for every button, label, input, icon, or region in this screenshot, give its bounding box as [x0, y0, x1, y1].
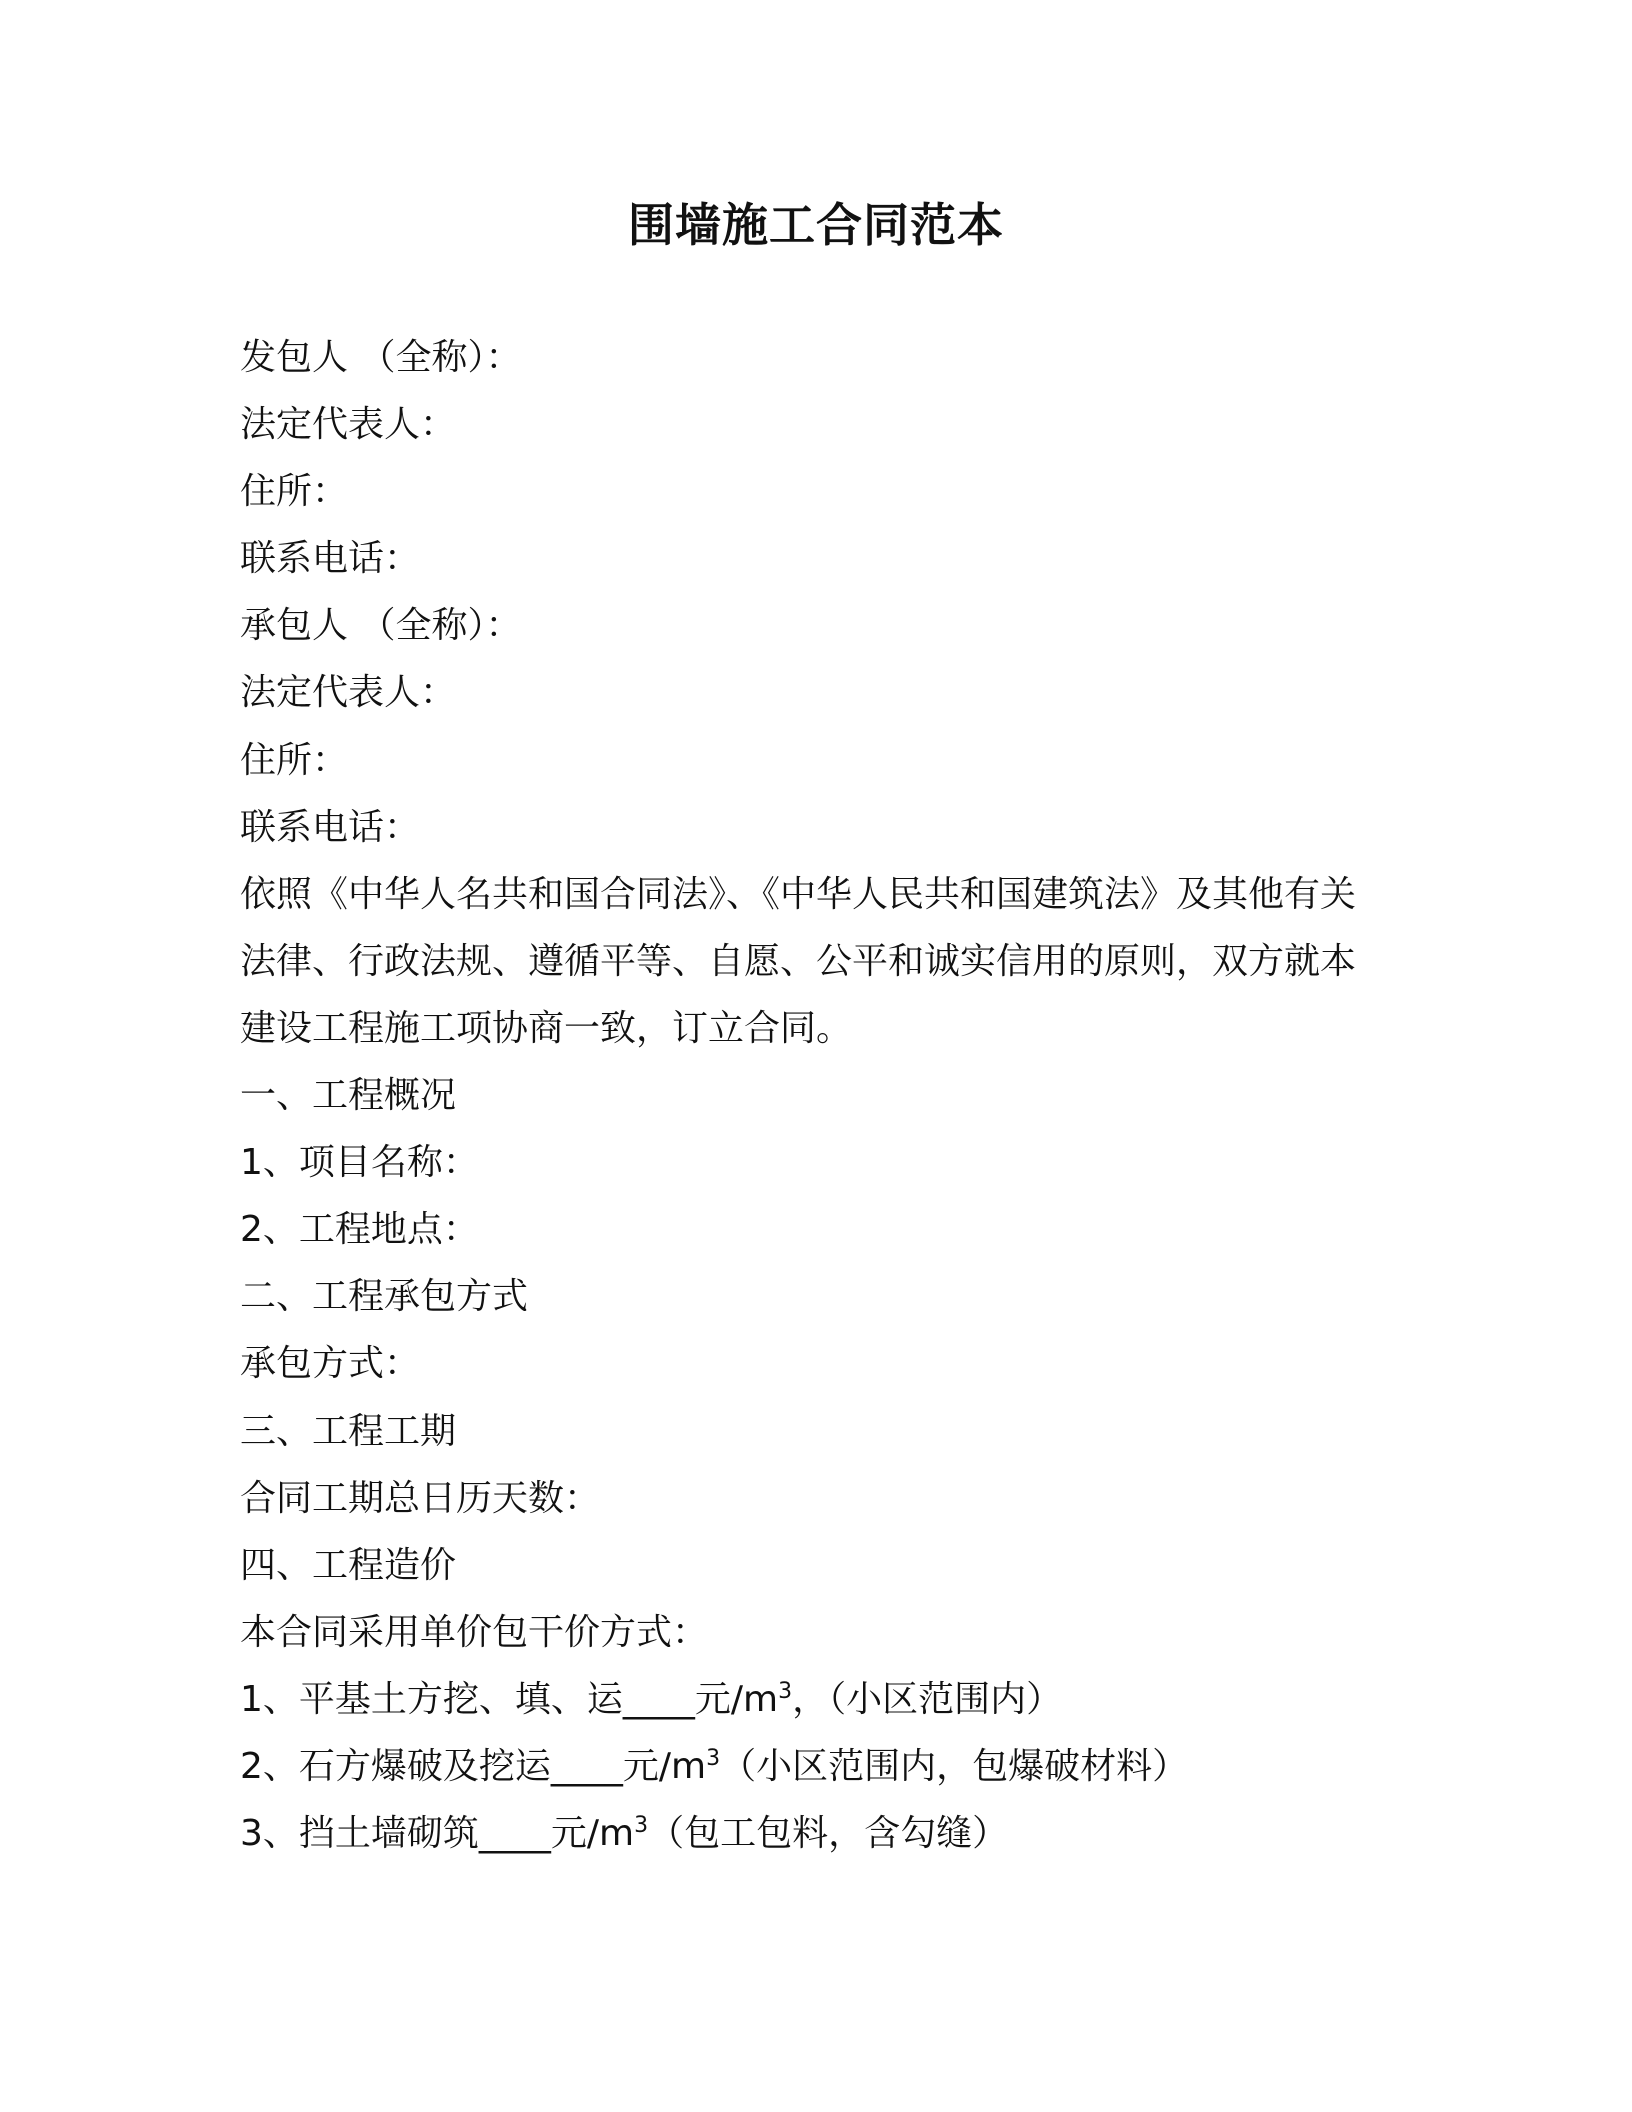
contractor-rep-label: 法定代表人： — [240, 672, 457, 714]
section-2-text: 承包方式： — [240, 1343, 421, 1385]
section-4-text: 本合同采用单价包干价方式： — [240, 1611, 709, 1653]
section-4-heading: 四、工程造价 — [240, 1544, 457, 1586]
price-item-note: （包工包料，含勾缝） — [648, 1813, 1009, 1855]
price-item-text: 1、平基土方挖、填、运____元/m — [240, 1678, 779, 1720]
section-1-heading: 一、工程概况 — [240, 1075, 457, 1117]
price-item-note: （小区范围内，包爆破材料） — [720, 1745, 1189, 1787]
unit-superscript: 3 — [634, 1813, 649, 1839]
employer-address-label: 住所： — [240, 471, 349, 513]
employer-phone-label: 联系电话： — [240, 538, 421, 580]
section-3-text: 合同工期总日历天数： — [240, 1477, 601, 1519]
contractor-name-label: 承包人 （全称）： — [240, 605, 522, 647]
section-3-heading: 三、工程工期 — [240, 1410, 457, 1452]
price-item-note: ，（小区范围内） — [792, 1678, 1063, 1720]
contract-body — [240, 324, 1370, 1867]
price-item — [240, 1800, 1370, 1867]
section-2-heading: 二、工程承包方式 — [240, 1276, 529, 1318]
price-item-text: 3、挡土墙砌筑____元/m — [240, 1813, 635, 1855]
unit-superscript: 3 — [778, 1678, 793, 1704]
contractor-phone-label: 联系电话： — [240, 806, 421, 848]
price-item-text: 2、石方爆破及挖运____元/m — [240, 1745, 707, 1787]
contractor-address-label: 住所： — [240, 739, 349, 781]
unit-superscript: 3 — [706, 1745, 721, 1771]
employer-rep-label: 法定代表人： — [240, 404, 457, 446]
price-item — [240, 1733, 1370, 1800]
preamble-paragraph: 依照《中华人名共和国合同法》、《中华人民共和国建筑法》及其他有关法律、行政法规、遵循平等、自愿、公平和诚实信用的原则，双方就本建设工程施工项协商一致，订立合同。 — [240, 873, 1357, 1049]
price-item — [240, 1666, 1370, 1733]
page-title: 围墙施工合同范本 — [628, 198, 1004, 252]
employer-name-label: 发包人 （全称）： — [240, 337, 522, 378]
section-1-item-2: 2、工程地点： — [240, 1209, 479, 1251]
section-1-item-1: 1、项目名称： — [240, 1142, 479, 1184]
